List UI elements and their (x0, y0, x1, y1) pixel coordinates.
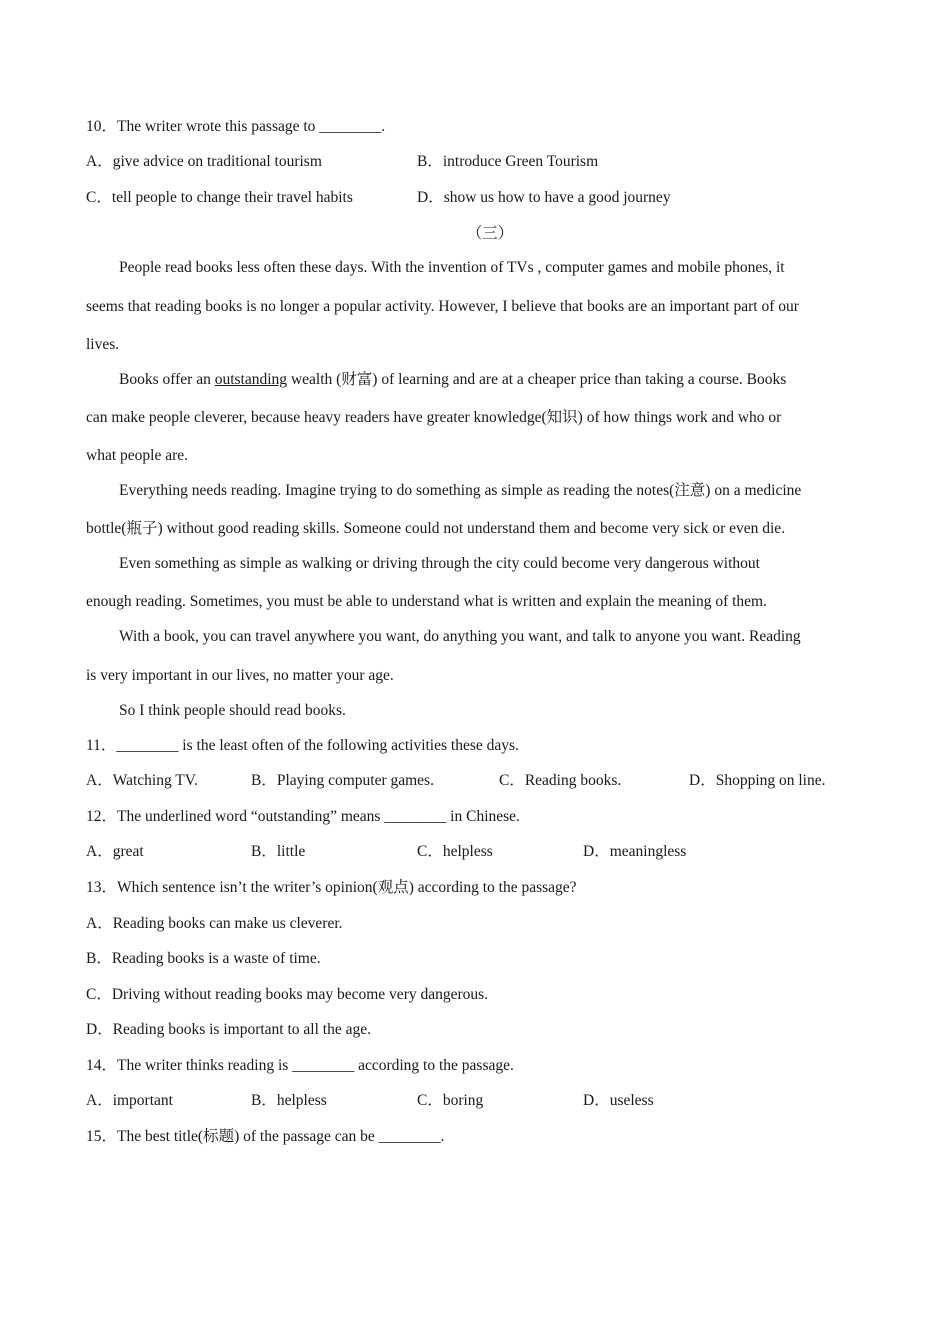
passage-line: what people are. (86, 447, 188, 464)
q13-option-a: A．Reading books can make us cleverer. (86, 915, 343, 932)
q10-option-d: D．show us how to have a good journey (417, 189, 671, 206)
q13-option-d: D．Reading books is important to all the age. (86, 1021, 371, 1038)
q12-stem: 12．The underlined word “outstanding” means ________ in Chinese. (86, 808, 520, 825)
q14-option-a: A．important (86, 1092, 173, 1109)
q14-stem: 14．The writer thinks reading is ________ according to the passage. (86, 1057, 514, 1074)
passage-line: People read books less often these days. With the invention of TVs , computer games and mobile phones, it (119, 259, 785, 276)
passage-line: bottle(瓶子) without good reading skills. Someone could not understand them and become very sick or even die. (86, 520, 786, 537)
q10-stem: 10．The writer wrote this passage to ________. (86, 118, 386, 135)
passage-line: Everything needs reading. Imagine trying to do something as simple as reading the notes(注意) on a medicine (119, 482, 802, 499)
q12-option-a: A．great (86, 843, 144, 860)
passage-line: is very important in our lives, no matter your age. (86, 667, 394, 684)
q10-option-a: A．give advice on traditional tourism (86, 153, 322, 170)
q10-option-b: B．introduce Green Tourism (417, 153, 599, 170)
passage-text: wealth (财富) of learning and are at a cheaper price than taking a course. Books (287, 371, 787, 388)
passage-line: seems that reading books is no longer a popular activity. However, I believe that books are an important part of our (86, 298, 799, 315)
q13-stem: 13．Which sentence isn’t the writer’s opinion(观点) according to the passage? (86, 879, 577, 896)
passage-line: enough reading. Sometimes, you must be able to understand what is written and explain the meaning of them. (86, 593, 767, 610)
passage-line: Even something as simple as walking or driving through the city could become very dangerous without (119, 555, 760, 572)
passage-line: can make people cleverer, because heavy readers have greater knowledge(知识) of how things work and who or (86, 409, 782, 426)
q11-stem: 11．________ is the least often of the following activities these days. (86, 737, 519, 754)
q13-option-b: B．Reading books is a waste of time. (86, 950, 321, 967)
q12-option-d: D．meaningless (583, 843, 687, 860)
passage-line: lives. (86, 336, 120, 353)
q11-option-c: C．Reading books. (499, 772, 622, 789)
q11-option-a: A．Watching TV. (86, 772, 198, 789)
q10-option-c: C．tell people to change their travel habits (86, 189, 353, 206)
q11-option-d: D．Shopping on line. (689, 772, 826, 789)
underlined-word: outstanding (214, 371, 288, 388)
q12-option-c: C．helpless (417, 843, 493, 860)
passage-line: With a book, you can travel anywhere you want, do anything you want, and talk to anyone you want. Reading (119, 628, 801, 645)
q13-option-c: C．Driving without reading books may become very dangerous. (86, 986, 489, 1003)
passage-line: So I think people should read books. (119, 702, 346, 719)
section-heading: （三） (466, 225, 514, 242)
q12-option-b: B．little (251, 843, 306, 860)
passage-line (119, 370, 786, 390)
q15-stem: 15．The best title(标题) of the passage can be ________. (86, 1128, 445, 1145)
q11-option-b: B．Playing computer games. (251, 772, 434, 789)
passage-text: Books offer an (119, 371, 215, 388)
q14-option-c: C．boring (417, 1092, 484, 1109)
q14-option-b: B．helpless (251, 1092, 327, 1109)
q14-option-d: D．useless (583, 1092, 654, 1109)
